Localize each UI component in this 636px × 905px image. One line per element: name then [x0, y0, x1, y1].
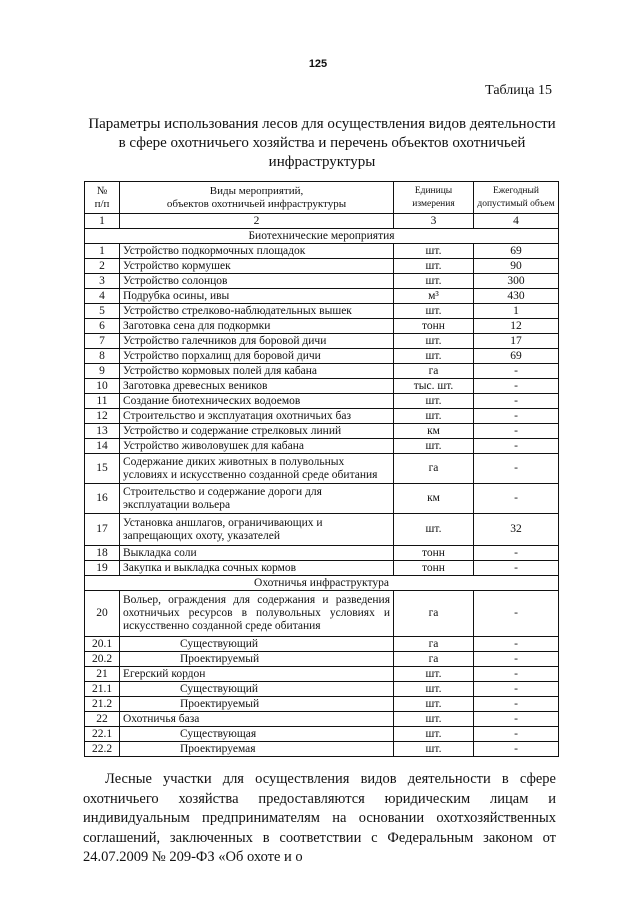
- paragraph-text: Лесные участки для осуществления видов деятельности в сфере охотничьего хозяйства предоставляются юридическим лицам и индивидуальным предпринимателям на основании охотхозяйственных соглашений, заключенных в соответствии с Федеральным законом от 24.07.2009 № 209-ФЗ «Об охоте и о: [83, 771, 556, 865]
- document-title: [80, 115, 564, 172]
- row-unit: шт.: [394, 274, 474, 289]
- row-name: Строительство и эксплуатация охотничьих баз: [120, 409, 394, 424]
- row-unit: км: [394, 484, 474, 514]
- header-name: Виды мероприятий, объектов охотничьей инфраструктуры: [120, 182, 394, 214]
- row-name: Устройство стрелково-наблюдательных вышек: [120, 304, 394, 319]
- row-name: Заготовка древесных веников: [120, 379, 394, 394]
- table-row: [85, 727, 559, 742]
- row-unit: км: [394, 424, 474, 439]
- section-row-biotech: [85, 229, 559, 244]
- row-unit: тонн: [394, 561, 474, 576]
- table-header-row: [85, 182, 559, 214]
- row-name: Устройство кормовых полей для кабана: [120, 364, 394, 379]
- row-volume: -: [474, 394, 559, 409]
- row-number: 11: [85, 394, 120, 409]
- row-number: 20.2: [85, 652, 120, 667]
- row-volume: -: [474, 727, 559, 742]
- row-unit: га: [394, 652, 474, 667]
- row-name: Закупка и выкладка сочных кормов: [120, 561, 394, 576]
- row-number: 9: [85, 364, 120, 379]
- row-number: 20: [85, 591, 120, 637]
- row-name: Охотничья база: [120, 712, 394, 727]
- table-row: [85, 274, 559, 289]
- row-volume: 69: [474, 244, 559, 259]
- row-unit: шт.: [394, 697, 474, 712]
- row-name: Вольер, ограждения для содержания и разведения охотничьих ресурсов в полувольных условиях и искусственно созданной среде обитания: [120, 591, 394, 637]
- row-unit: га: [394, 454, 474, 484]
- page-number: 125: [308, 58, 328, 70]
- table-row: [85, 409, 559, 424]
- row-number: 3: [85, 274, 120, 289]
- row-unit: га: [394, 364, 474, 379]
- row-number: 20.1: [85, 637, 120, 652]
- row-unit: га: [394, 591, 474, 637]
- row-number: 21: [85, 667, 120, 682]
- table-row: [85, 697, 559, 712]
- table-row: [85, 484, 559, 514]
- row-number: 2: [85, 259, 120, 274]
- row-volume: -: [474, 637, 559, 652]
- row-volume: 32: [474, 514, 559, 546]
- row-unit: шт.: [394, 712, 474, 727]
- table-row: [85, 742, 559, 757]
- row-name: Установка аншлагов, ограничивающих и запрещающих охоту, указателей: [120, 514, 394, 546]
- row-number: 4: [85, 289, 120, 304]
- table-row: [85, 454, 559, 484]
- row-volume: -: [474, 409, 559, 424]
- row-number: 22: [85, 712, 120, 727]
- row-number: 15: [85, 454, 120, 484]
- row-volume: 300: [474, 274, 559, 289]
- row-volume: -: [474, 379, 559, 394]
- row-volume: -: [474, 546, 559, 561]
- row-name: Устройство солонцов: [120, 274, 394, 289]
- header-unit: Единицы измерения: [394, 182, 474, 214]
- col-number: 4: [474, 214, 559, 229]
- row-name: Подрубка осины, ивы: [120, 289, 394, 304]
- row-number: 21.1: [85, 682, 120, 697]
- row-name: Проектируемый: [120, 697, 394, 712]
- table-row: [85, 364, 559, 379]
- row-volume: -: [474, 364, 559, 379]
- row-number: 12: [85, 409, 120, 424]
- row-unit: тыс. шт.: [394, 379, 474, 394]
- row-name: Устройство подкормочных площадок: [120, 244, 394, 259]
- row-unit: шт.: [394, 409, 474, 424]
- col-number: 1: [85, 214, 120, 229]
- row-volume: -: [474, 667, 559, 682]
- row-unit: шт.: [394, 667, 474, 682]
- table-row: [85, 439, 559, 454]
- row-name: Существующий: [120, 682, 394, 697]
- row-unit: тонн: [394, 319, 474, 334]
- row-name: Существующая: [120, 727, 394, 742]
- row-volume: -: [474, 591, 559, 637]
- table-row: [85, 667, 559, 682]
- row-number: 13: [85, 424, 120, 439]
- column-number-row: [85, 214, 559, 229]
- row-number: 7: [85, 334, 120, 349]
- header-volume: Ежегодный допустимый объем: [474, 182, 559, 214]
- col-number: 3: [394, 214, 474, 229]
- row-number: 22.1: [85, 727, 120, 742]
- row-name: Проектируемая: [120, 742, 394, 757]
- row-unit: шт.: [394, 259, 474, 274]
- section-row-infrastructure: [85, 576, 559, 591]
- table-row: [85, 682, 559, 697]
- row-unit: га: [394, 637, 474, 652]
- table-row: [85, 244, 559, 259]
- row-volume: 1: [474, 304, 559, 319]
- table-row: [85, 514, 559, 546]
- row-number: 19: [85, 561, 120, 576]
- row-number: 1: [85, 244, 120, 259]
- table-row: [85, 591, 559, 637]
- row-volume: -: [474, 697, 559, 712]
- row-volume: -: [474, 424, 559, 439]
- table-row: [85, 304, 559, 319]
- row-unit: шт.: [394, 514, 474, 546]
- body-paragraph: [83, 770, 556, 868]
- row-number: 5: [85, 304, 120, 319]
- row-name: Устройство и содержание стрелковых линий: [120, 424, 394, 439]
- row-volume: -: [474, 742, 559, 757]
- row-volume: -: [474, 439, 559, 454]
- title-line: в сфере охотничьего хозяйства и перечень объектов охотничьей: [118, 135, 526, 151]
- title-line: Параметры использования лесов для осуществления видов деятельности: [88, 116, 556, 132]
- row-volume: 69: [474, 349, 559, 364]
- table-row: [85, 334, 559, 349]
- row-unit: шт.: [394, 439, 474, 454]
- row-name: Выкладка соли: [120, 546, 394, 561]
- row-name: Строительство и содержание дороги для эксплуатации вольера: [120, 484, 394, 514]
- row-unit: шт.: [394, 727, 474, 742]
- row-name: Проектируемый: [120, 652, 394, 667]
- row-name: Содержание диких животных в полувольных условиях и искусственно созданной среде обитания: [120, 454, 394, 484]
- row-number: 18: [85, 546, 120, 561]
- row-name: Егерский кордон: [120, 667, 394, 682]
- row-unit: тонн: [394, 546, 474, 561]
- row-volume: 430: [474, 289, 559, 304]
- row-volume: -: [474, 652, 559, 667]
- row-unit: шт.: [394, 394, 474, 409]
- section-title: Охотничья инфраструктура: [85, 576, 559, 591]
- row-number: 8: [85, 349, 120, 364]
- row-name: Создание биотехнических водоемов: [120, 394, 394, 409]
- table-row: [85, 424, 559, 439]
- row-number: 6: [85, 319, 120, 334]
- section-title: Биотехнические мероприятия: [85, 229, 559, 244]
- row-name: Заготовка сена для подкормки: [120, 319, 394, 334]
- row-number: 10: [85, 379, 120, 394]
- table-row: [85, 546, 559, 561]
- row-name: Устройство кормушек: [120, 259, 394, 274]
- table-row: [85, 394, 559, 409]
- row-name: Устройство порхалищ для боровой дичи: [120, 349, 394, 364]
- title-line: инфраструктуры: [268, 154, 376, 170]
- table-row: [85, 289, 559, 304]
- row-volume: -: [474, 454, 559, 484]
- row-unit: м³: [394, 289, 474, 304]
- row-unit: шт.: [394, 244, 474, 259]
- row-name: Устройство живоловушек для кабана: [120, 439, 394, 454]
- row-number: 16: [85, 484, 120, 514]
- parameters-table: [84, 181, 559, 757]
- row-name: Существующий: [120, 637, 394, 652]
- table-row: [85, 319, 559, 334]
- row-unit: шт.: [394, 334, 474, 349]
- row-volume: 12: [474, 319, 559, 334]
- row-number: 17: [85, 514, 120, 546]
- table-row: [85, 652, 559, 667]
- table-row: [85, 637, 559, 652]
- row-name: Устройство галечников для боровой дичи: [120, 334, 394, 349]
- row-volume: 90: [474, 259, 559, 274]
- row-unit: шт.: [394, 682, 474, 697]
- table-caption: Таблица 15: [485, 83, 552, 98]
- table-row: [85, 712, 559, 727]
- row-volume: -: [474, 712, 559, 727]
- row-unit: шт.: [394, 742, 474, 757]
- table-row: [85, 561, 559, 576]
- row-unit: шт.: [394, 304, 474, 319]
- table-row: [85, 379, 559, 394]
- row-volume: -: [474, 682, 559, 697]
- table-row: [85, 349, 559, 364]
- header-num: № п/п: [85, 182, 120, 214]
- row-volume: -: [474, 561, 559, 576]
- row-number: 21.2: [85, 697, 120, 712]
- row-volume: 17: [474, 334, 559, 349]
- col-number: 2: [120, 214, 394, 229]
- row-number: 22.2: [85, 742, 120, 757]
- row-unit: шт.: [394, 349, 474, 364]
- table-row: [85, 259, 559, 274]
- row-volume: -: [474, 484, 559, 514]
- row-number: 14: [85, 439, 120, 454]
